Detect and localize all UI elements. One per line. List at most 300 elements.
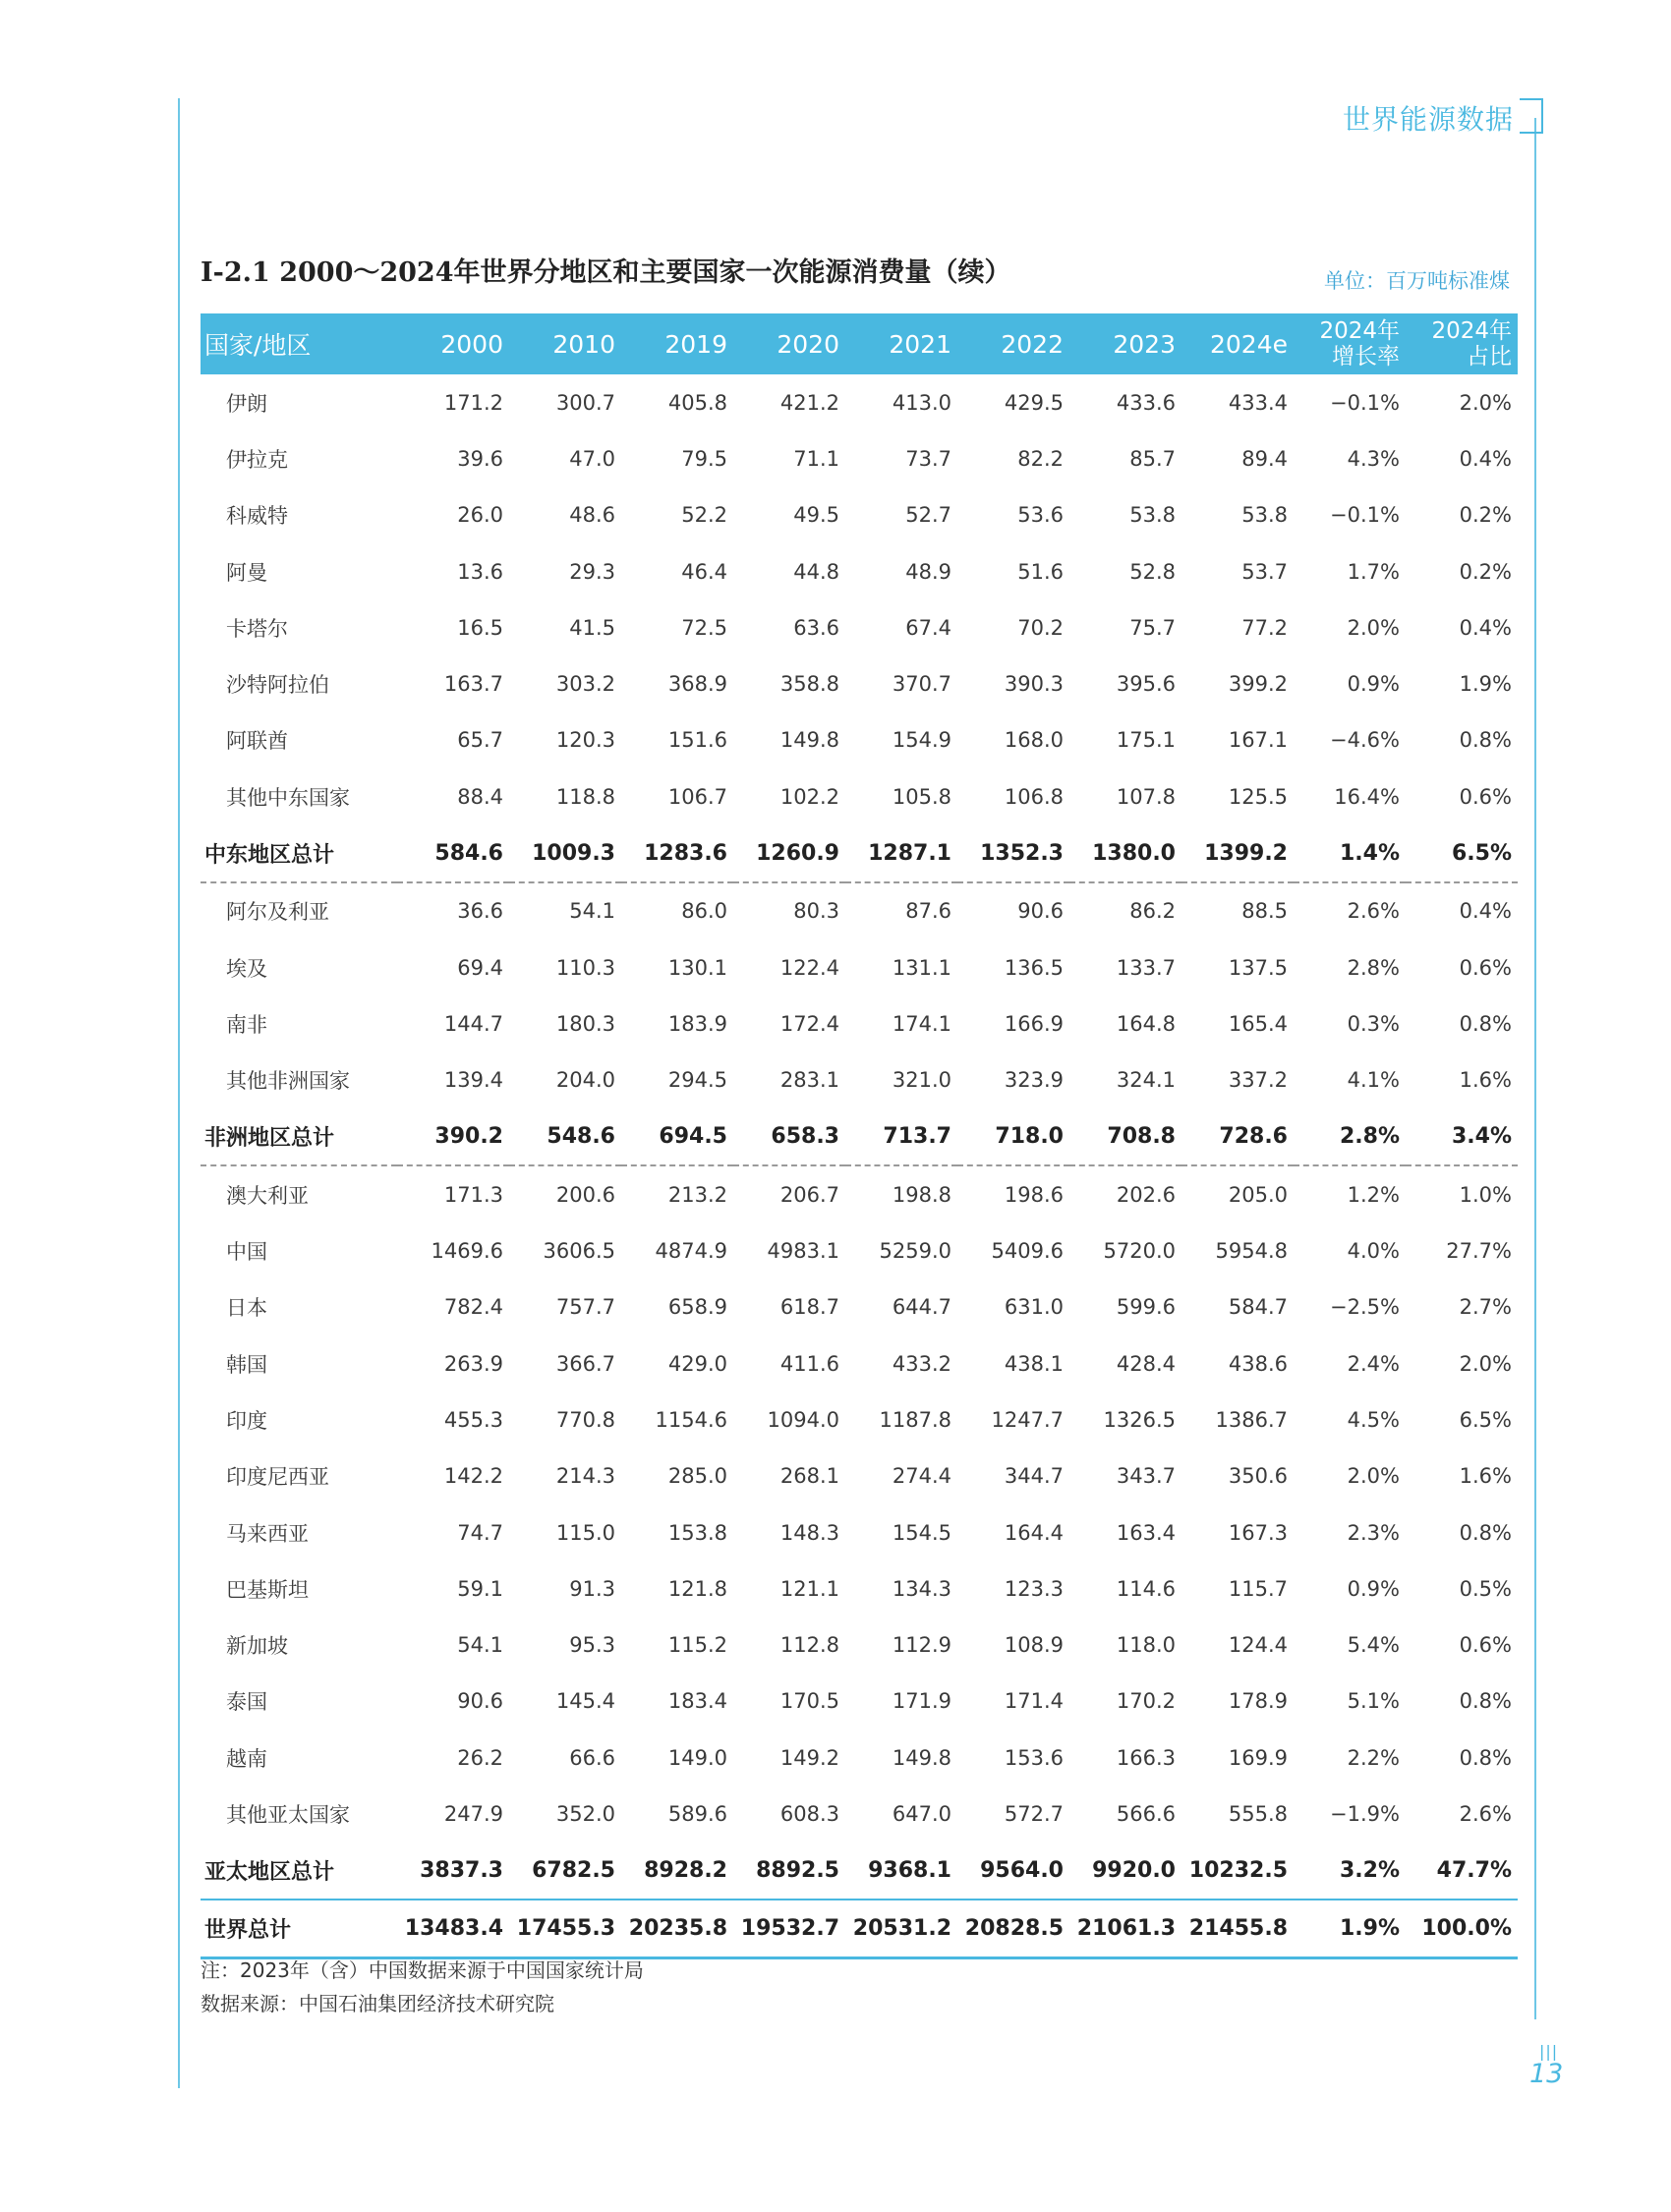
table-cell: 171.9 <box>892 1689 951 1714</box>
table-cell: 0.9% <box>1347 672 1400 697</box>
table-cell: 2.2% <box>1347 1745 1400 1770</box>
table-cell: 9564.0 <box>980 1857 1064 1883</box>
table-row <box>201 882 1518 939</box>
table-cell: 6.5% <box>1459 1407 1512 1432</box>
table-cell: 53.8 <box>1241 503 1288 528</box>
table-cell: 153.6 <box>1004 1745 1064 1770</box>
table-cell: 4.0% <box>1347 1239 1400 1264</box>
table-cell: 6.5% <box>1406 824 1518 881</box>
table-cell: 48.6 <box>569 503 615 528</box>
table-cell: 53.7 <box>1241 559 1288 584</box>
table-cell: −4.6% <box>1330 728 1400 753</box>
table-cell: 118.8 <box>555 784 615 809</box>
row-label: 其他中东国家 <box>226 785 350 810</box>
row-label: 亚太地区总计 <box>204 1859 335 1885</box>
table-cell: 200.6 <box>555 1182 615 1207</box>
table-cell: 198.6 <box>1004 1182 1064 1207</box>
table-cell: 352.0 <box>555 1802 615 1827</box>
table-cell: 2.0% <box>1347 1464 1400 1489</box>
table-cell: 89.4 <box>1241 446 1288 471</box>
table-cell: 105.8 <box>892 784 951 809</box>
table-cell: 90.6 <box>457 1689 503 1714</box>
table-cell: 268.1 <box>779 1464 839 1489</box>
table-cell: 106.8 <box>1004 784 1064 809</box>
section-title: 世界能源数据 <box>1342 103 1514 136</box>
table-row <box>201 1165 1518 1222</box>
table-cell: 71.1 <box>793 446 839 471</box>
table-cell: 1094.0 <box>767 1407 839 1432</box>
table-cell: 108.9 <box>1004 1633 1064 1658</box>
table-cell: 2.8% <box>1294 1108 1406 1165</box>
table-total-row <box>201 1843 1518 1900</box>
table-cell: 110.3 <box>555 955 615 980</box>
table-cell: 74.7 <box>457 1520 503 1545</box>
table-cell: 584.6 <box>397 824 509 881</box>
table-cell: 433.4 <box>1228 390 1288 415</box>
table-cell: 2.0% <box>1347 615 1400 640</box>
table-cell: 148.3 <box>779 1520 839 1545</box>
table-cell: 433.6 <box>1116 390 1176 415</box>
table-cell: 4.5% <box>1347 1407 1400 1432</box>
table-total-row <box>201 1900 1518 1958</box>
table-cell: 455.3 <box>443 1407 503 1432</box>
table-cell: 13483.4 <box>397 1900 509 1958</box>
table-cell: 183.4 <box>667 1689 727 1714</box>
table-cell: 1.2% <box>1347 1182 1400 1207</box>
table-cell: 169.9 <box>1228 1745 1288 1770</box>
table-row <box>201 1391 1518 1447</box>
table-cell: 202.6 <box>1116 1182 1176 1207</box>
table-cell: 51.6 <box>1017 559 1064 584</box>
table-cell: 658.3 <box>733 1108 845 1165</box>
table-cell: 438.1 <box>1004 1351 1064 1376</box>
table-cell: 121.1 <box>779 1576 839 1601</box>
table-cell: 166.3 <box>1116 1745 1176 1770</box>
table-cell: 2.0% <box>1459 1351 1512 1376</box>
table-cell: 1352.3 <box>957 824 1069 881</box>
table-cell: 69.4 <box>457 955 503 980</box>
table-cell: 0.6% <box>1459 784 1512 809</box>
table-cell: 0.4% <box>1459 446 1512 471</box>
table-cell: 395.6 <box>1116 672 1176 697</box>
row-label: 非洲地区总计 <box>201 1108 397 1165</box>
table-cell: 411.6 <box>779 1351 839 1376</box>
table-cell: 91.3 <box>569 1576 615 1601</box>
table-row <box>201 1279 1518 1335</box>
table-cell: −1.9% <box>1330 1802 1400 1827</box>
table-cell: 115.0 <box>555 1520 615 1545</box>
table-cell: 285.0 <box>667 1464 727 1489</box>
table-cell: 21061.3 <box>1069 1900 1181 1958</box>
table-cell: 1.4% <box>1294 824 1406 881</box>
row-label: 沙特阿拉伯 <box>226 673 329 698</box>
table-cell: 358.8 <box>779 672 839 697</box>
table-cell: 5.1% <box>1347 1689 1400 1714</box>
table-cell: 1287.1 <box>845 824 957 881</box>
column-header: 2021 <box>889 329 951 359</box>
table-cell: 59.1 <box>457 1576 503 1601</box>
table-cell: 5259.0 <box>879 1239 951 1264</box>
table-cell: 164.8 <box>1116 1011 1176 1036</box>
table-cell: 149.8 <box>779 728 839 753</box>
column-header-growth <box>1294 313 1406 374</box>
table-cell: 647.0 <box>892 1802 951 1827</box>
column-header-line: 2024年 <box>1319 318 1400 344</box>
table-cell: 167.1 <box>1228 728 1288 753</box>
table-cell: 54.1 <box>569 899 615 924</box>
table-cell: 20235.8 <box>621 1900 733 1958</box>
table-cell: 163.4 <box>1116 1520 1176 1545</box>
table-cell: 118.0 <box>1116 1633 1176 1658</box>
table-cell: 694.5 <box>621 1108 733 1165</box>
table-cell: 52.7 <box>905 503 951 528</box>
table-cell: 13.6 <box>457 559 503 584</box>
table-row <box>201 768 1518 824</box>
table-cell: 16.4% <box>1334 784 1400 809</box>
table-cell: 121.8 <box>667 1576 727 1601</box>
table-cell: 154.5 <box>892 1520 951 1545</box>
table-row <box>201 430 1518 486</box>
table-cell: 5409.6 <box>991 1239 1064 1264</box>
table-cell: 79.5 <box>681 446 727 471</box>
table-cell: 2.3% <box>1347 1520 1400 1545</box>
table-cell: 47.7% <box>1436 1857 1512 1883</box>
table-row <box>201 1052 1518 1108</box>
table-cell: 145.4 <box>555 1689 615 1714</box>
table-cell: 263.9 <box>443 1351 503 1376</box>
table-cell: 20531.2 <box>845 1900 957 1958</box>
table-cell: 708.8 <box>1069 1108 1181 1165</box>
page-ticks: ||| <box>1539 2042 1559 2061</box>
table-cell: 174.1 <box>892 1011 951 1036</box>
table-cell: 1.9% <box>1294 1900 1406 1958</box>
table-row <box>201 1673 1518 1730</box>
table-cell: 0.4% <box>1459 899 1512 924</box>
table-cell: 370.7 <box>892 672 951 697</box>
table-cell: 566.6 <box>1116 1802 1176 1827</box>
row-label: 印度尼西亚 <box>226 1465 329 1490</box>
table-cell: 770.8 <box>555 1407 615 1432</box>
table-cell: 214.3 <box>555 1464 615 1489</box>
table-cell: 54.1 <box>457 1633 503 1658</box>
table-cell: 198.8 <box>892 1182 951 1207</box>
table-row <box>201 487 1518 543</box>
table-cell: 1009.3 <box>509 824 621 881</box>
row-label: 越南 <box>226 1746 267 1771</box>
row-label: 新加坡 <box>226 1634 288 1659</box>
table-cell: 1399.2 <box>1181 824 1294 881</box>
table-cell: 0.2% <box>1459 559 1512 584</box>
table-cell: 107.8 <box>1116 784 1176 809</box>
table-cell: 5954.8 <box>1215 1239 1288 1264</box>
table-cell: 52.8 <box>1129 559 1176 584</box>
table-cell: 1.7% <box>1347 559 1400 584</box>
table-title: I-2.1 2000～2024年世界分地区和主要国家一次能源消费量（续） <box>201 257 1011 288</box>
table-cell: −0.1% <box>1330 503 1400 528</box>
table-header-row <box>201 313 1518 374</box>
table-cell: 88.4 <box>457 784 503 809</box>
table-row <box>201 1560 1518 1616</box>
column-header: 国家/地区 <box>204 331 312 360</box>
table-cell: 8928.2 <box>644 1857 727 1883</box>
table-cell: −0.1% <box>1330 390 1400 415</box>
table-cell: 163.7 <box>443 672 503 697</box>
row-label: 马来西亚 <box>226 1521 309 1546</box>
row-label: 科威特 <box>226 504 288 529</box>
table-cell: −2.5% <box>1330 1295 1400 1320</box>
notes <box>201 1954 644 2020</box>
table-cell: 0.8% <box>1459 1520 1512 1545</box>
table-cell: 82.2 <box>1017 446 1064 471</box>
table-row <box>201 1222 1518 1278</box>
table-cell: 131.1 <box>892 955 951 980</box>
table-cell: 172.4 <box>779 1011 839 1036</box>
table-cell: 713.7 <box>845 1108 957 1165</box>
row-label: 中东地区总计 <box>201 824 397 881</box>
row-label: 伊拉克 <box>226 447 288 472</box>
table-cell: 170.5 <box>779 1689 839 1714</box>
table-row <box>201 1448 1518 1504</box>
note-text: 注：2023年（含）中国数据来源于中国国家统计局 <box>201 1958 644 1982</box>
table-cell: 9368.1 <box>868 1857 951 1883</box>
table-cell: 1386.7 <box>1215 1407 1288 1432</box>
table-cell: 3606.5 <box>543 1239 615 1264</box>
table-cell: 413.0 <box>892 390 951 415</box>
table-cell: 130.1 <box>667 955 727 980</box>
row-label: 泰国 <box>226 1690 267 1715</box>
table-cell: 0.4% <box>1459 615 1512 640</box>
table-cell: 125.5 <box>1228 784 1288 809</box>
right-margin-rule <box>1534 118 1536 2019</box>
table-cell: 20828.5 <box>957 1900 1069 1958</box>
table-cell: 53.6 <box>1017 503 1064 528</box>
table-cell: 438.6 <box>1228 1351 1288 1376</box>
table-cell: 27.7% <box>1446 1239 1512 1264</box>
table-cell: 555.8 <box>1228 1802 1288 1827</box>
table-cell: 86.2 <box>1129 899 1176 924</box>
table-cell: 205.0 <box>1228 1182 1288 1207</box>
table-cell: 0.8% <box>1459 1011 1512 1036</box>
table-row <box>201 1730 1518 1786</box>
energy-consumption-table <box>201 313 1518 1959</box>
table-cell: 572.7 <box>1004 1802 1064 1827</box>
column-header: 2023 <box>1113 329 1176 359</box>
table-cell: 1247.7 <box>991 1407 1064 1432</box>
table-cell: 36.6 <box>457 899 503 924</box>
table-cell: 589.6 <box>667 1802 727 1827</box>
table-cell: 26.2 <box>457 1745 503 1770</box>
row-label: 埃及 <box>226 956 267 981</box>
table-cell: 122.4 <box>779 955 839 980</box>
table-cell: 165.4 <box>1228 1011 1288 1036</box>
table-cell: 67.4 <box>905 615 951 640</box>
column-header: 2000 <box>440 329 503 359</box>
row-label: 韩国 <box>226 1352 267 1377</box>
table-cell: 1380.0 <box>1069 824 1181 881</box>
table-cell: 48.9 <box>905 559 951 584</box>
table-cell: 136.5 <box>1004 955 1064 980</box>
table-cell: 1187.8 <box>879 1407 951 1432</box>
row-label: 巴基斯坦 <box>226 1577 309 1602</box>
table-cell: 77.2 <box>1241 615 1288 640</box>
table-cell: 548.6 <box>509 1108 621 1165</box>
table-cell: 274.4 <box>892 1464 951 1489</box>
table-cell: 4874.9 <box>655 1239 727 1264</box>
table-cell: 166.9 <box>1004 1011 1064 1036</box>
table-cell: 44.8 <box>793 559 839 584</box>
table-row <box>201 995 1518 1051</box>
table-cell: 1.6% <box>1459 1068 1512 1093</box>
table-cell: 164.4 <box>1004 1520 1064 1545</box>
row-label: 澳大利亚 <box>226 1183 309 1208</box>
table-cell: 49.5 <box>793 503 839 528</box>
table-cell: 17455.3 <box>509 1900 621 1958</box>
table-cell: 303.2 <box>555 672 615 697</box>
table-cell: 0.6% <box>1459 955 1512 980</box>
table-cell: 183.9 <box>667 1011 727 1036</box>
table-cell: 46.4 <box>681 559 727 584</box>
table-cell: 139.4 <box>443 1068 503 1093</box>
column-header-line: 占比 <box>1467 344 1512 369</box>
row-label: 其他非洲国家 <box>226 1069 350 1094</box>
table-cell: 133.7 <box>1116 955 1176 980</box>
table-cell: 4983.1 <box>767 1239 839 1264</box>
table-cell: 72.5 <box>681 615 727 640</box>
table-cell: 171.2 <box>443 390 503 415</box>
table-row <box>201 599 1518 655</box>
table-cell: 782.4 <box>443 1295 503 1320</box>
table-cell: 300.7 <box>555 390 615 415</box>
table-cell: 151.6 <box>667 728 727 753</box>
table-cell: 170.2 <box>1116 1689 1176 1714</box>
row-label: 南非 <box>226 1012 267 1037</box>
table-cell: 599.6 <box>1116 1295 1176 1320</box>
table-cell: 167.3 <box>1228 1520 1288 1545</box>
table-cell: 26.0 <box>457 503 503 528</box>
row-label: 其他亚太国家 <box>226 1803 350 1828</box>
table-cell: 3.4% <box>1406 1108 1518 1165</box>
table-row <box>201 1504 1518 1560</box>
table-cell: 344.7 <box>1004 1464 1064 1489</box>
column-header-line: 增长率 <box>1332 344 1400 369</box>
table-cell: 0.8% <box>1459 728 1512 753</box>
table-cell: 4.1% <box>1347 1068 1400 1093</box>
table-cell: 368.9 <box>667 672 727 697</box>
row-label: 中国 <box>226 1240 267 1265</box>
table-cell: 4.3% <box>1347 446 1400 471</box>
table-cell: 0.5% <box>1459 1576 1512 1601</box>
table-cell: 0.6% <box>1459 1633 1512 1658</box>
column-header: 2010 <box>552 329 615 359</box>
table-row <box>201 543 1518 599</box>
table-cell: 123.3 <box>1004 1576 1064 1601</box>
row-label: 阿曼 <box>226 560 267 585</box>
table-cell: 0.8% <box>1459 1689 1512 1714</box>
column-header: 2022 <box>1001 329 1064 359</box>
table-cell: 350.6 <box>1228 1464 1288 1489</box>
table-cell: 399.2 <box>1228 672 1288 697</box>
table-row <box>201 1786 1518 1842</box>
table-cell: 19532.7 <box>733 1900 845 1958</box>
table-cell: 584.7 <box>1228 1295 1288 1320</box>
table-cell: 428.4 <box>1116 1351 1176 1376</box>
corner-bracket-icon <box>1520 98 1543 134</box>
source-text: 数据来源：中国石油集团经济技术研究院 <box>201 1992 554 2015</box>
table-cell: 8892.5 <box>756 1857 839 1883</box>
table-cell: 631.0 <box>1004 1295 1064 1320</box>
table-cell: 21455.8 <box>1181 1900 1294 1958</box>
row-label: 阿联酋 <box>226 729 288 754</box>
table-cell: 1326.5 <box>1103 1407 1176 1432</box>
table-cell: 421.2 <box>779 390 839 415</box>
table-cell: 1.9% <box>1459 672 1512 697</box>
table-total-row <box>201 1108 1518 1165</box>
table-cell: 608.3 <box>779 1802 839 1827</box>
table-cell: 53.8 <box>1129 503 1176 528</box>
table-cell: 144.7 <box>443 1011 503 1036</box>
table-cell: 405.8 <box>667 390 727 415</box>
table-cell: 728.6 <box>1181 1108 1294 1165</box>
table-cell: 213.2 <box>667 1182 727 1207</box>
table-total-row <box>201 824 1518 881</box>
column-header: 2024e <box>1209 329 1288 359</box>
table-cell: 433.2 <box>892 1351 951 1376</box>
table-cell: 106.7 <box>667 784 727 809</box>
table-cell: 52.2 <box>681 503 727 528</box>
row-label: 阿尔及利亚 <box>226 900 329 925</box>
table-cell: 39.6 <box>457 446 503 471</box>
left-margin-rule <box>178 98 180 2088</box>
table-row <box>201 374 1518 430</box>
table-cell: 154.9 <box>892 728 951 753</box>
table-cell: 2.4% <box>1347 1351 1400 1376</box>
table-cell: 88.5 <box>1241 899 1288 924</box>
column-header-line: 2024年 <box>1431 318 1512 344</box>
table-cell: 63.6 <box>793 615 839 640</box>
table-row <box>201 939 1518 995</box>
table-cell: 618.7 <box>779 1295 839 1320</box>
row-label: 日本 <box>226 1296 267 1321</box>
table-cell: 73.7 <box>905 446 951 471</box>
table-cell: 343.7 <box>1116 1464 1176 1489</box>
table-cell: 142.2 <box>443 1464 503 1489</box>
table-cell: 2.6% <box>1347 899 1400 924</box>
table-body <box>201 374 1518 1958</box>
table-cell: 2.7% <box>1459 1295 1512 1320</box>
row-label: 卡塔尔 <box>226 616 288 641</box>
table-cell: 390.2 <box>397 1108 509 1165</box>
table-cell: 75.7 <box>1129 615 1176 640</box>
table-cell: 29.3 <box>569 559 615 584</box>
table-cell: 102.2 <box>779 784 839 809</box>
table-cell: 658.9 <box>667 1295 727 1320</box>
table-cell: 718.0 <box>957 1108 1069 1165</box>
table-cell: 2.8% <box>1347 955 1400 980</box>
table-cell: 149.2 <box>779 1745 839 1770</box>
table-cell: 1260.9 <box>733 824 845 881</box>
table-cell: 16.5 <box>457 615 503 640</box>
row-label: 印度 <box>226 1408 267 1433</box>
unit-label: 单位：百万吨标准煤 <box>1324 269 1510 293</box>
table-cell: 390.3 <box>1004 672 1064 697</box>
table-cell: 5720.0 <box>1103 1239 1176 1264</box>
table-cell: 294.5 <box>667 1068 727 1093</box>
table-cell: 429.0 <box>667 1351 727 1376</box>
table-cell: 171.3 <box>443 1182 503 1207</box>
column-header: 2019 <box>664 329 727 359</box>
table-cell: 10232.5 <box>1188 1857 1288 1883</box>
table-cell: 90.6 <box>1017 899 1064 924</box>
